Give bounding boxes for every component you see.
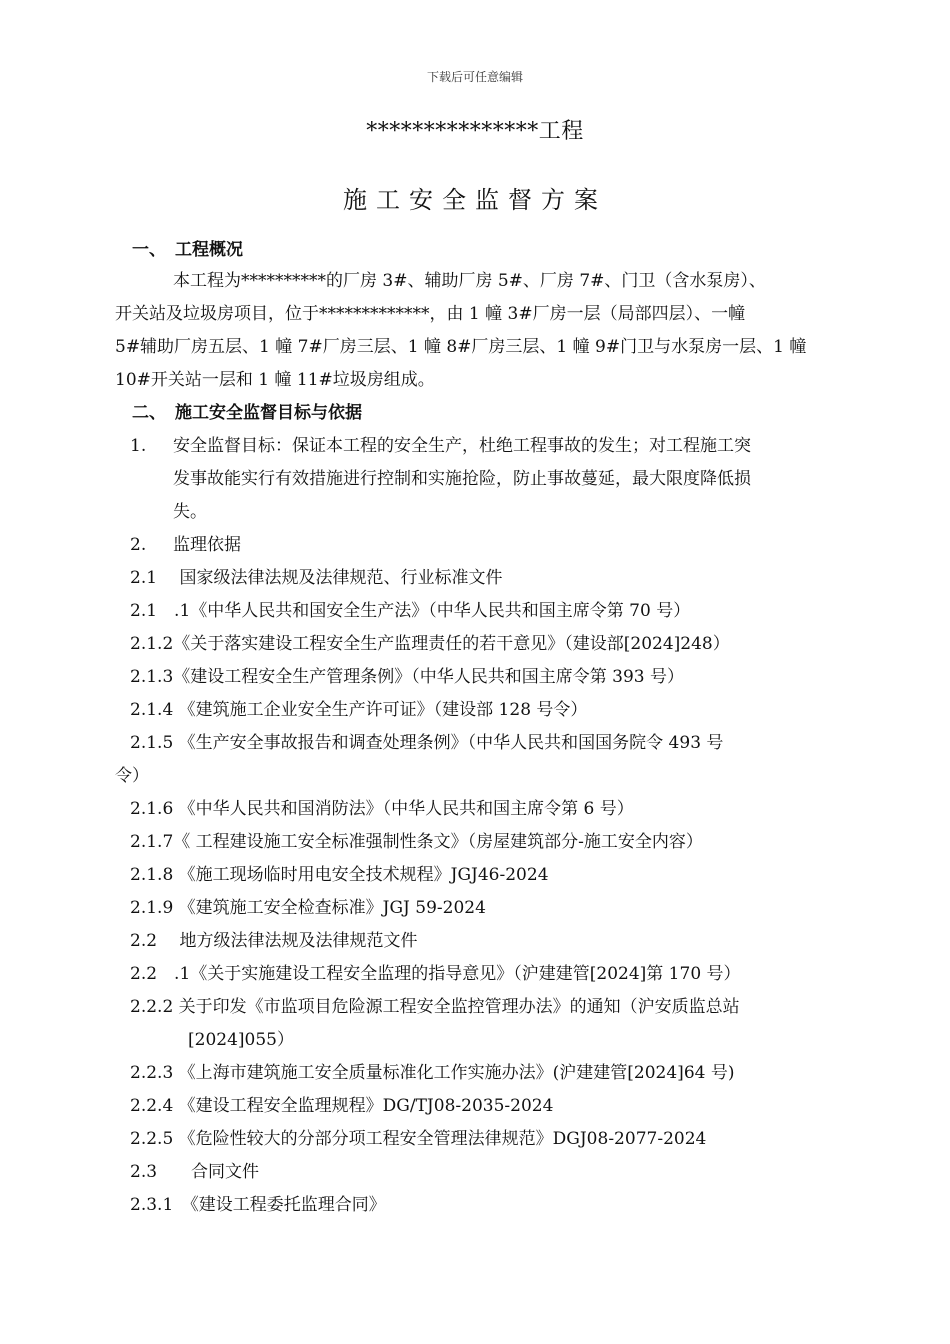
basis-item: 2.1.4 《建筑施工企业安全生产许可证》（建设部 128 号令） [130, 700, 588, 720]
goal-line: 发事故能实行有效措施进行控制和实施抢险，防止事故蔓延，最大限度降低损 [173, 469, 751, 489]
basis-item: 2.1.6 《中华人民共和国消防法》（中华人民共和国主席令第 6 号） [130, 799, 634, 819]
document-subtitle: 施工安全监督方案 [343, 186, 607, 214]
overview-line: 开关站及垃圾房项目，位于*************，由 1 幢 3#厂房一层（局部四层）、一幢 [115, 304, 746, 324]
basis-number: 2. [130, 535, 147, 555]
basis-item: 2.2 .1《关于实施建设工程安全监理的指导意见》（沪建建管[2024]第 170 号） [130, 964, 741, 984]
goal-number: 1. [130, 436, 147, 456]
section-2-number: 二、 [132, 403, 166, 423]
basis-item: 2.1 .1《中华人民共和国安全生产法》（中华人民共和国主席令第 70 号） [130, 601, 691, 621]
basis-item: 2.1.3《建设工程安全生产管理条例》（中华人民共和国主席令第 393 号） [130, 667, 685, 687]
section-1-title: 工程概况 [175, 240, 243, 260]
basis-item: 2.1.2《关于落实建设工程安全生产监理责任的若干意见》（建设部[2024]248） [130, 634, 730, 654]
basis-item: 2.1.8 《施工现场临时用电安全技术规程》JGJ46-2024 [130, 865, 549, 885]
basis-item: 2.2 地方级法律法规及法律规范文件 [130, 931, 418, 951]
goal-line: 安全监督目标：保证本工程的安全生产，杜绝工程事故的发生；对工程施工突 [173, 436, 751, 456]
basis-item: 2.2.2 关于印发《市监项目危险源工程安全监控管理办法》的通知（沪安质监总站 [130, 997, 740, 1017]
goal-line: 失。 [173, 502, 207, 522]
document-title: ***************工程 [366, 119, 584, 144]
page-header: 下载后可任意编辑 [426, 70, 523, 84]
basis-item: 2.3 合同文件 [130, 1162, 260, 1182]
basis-item: 2.1.7《 工程建设施工安全标准强制性条文》（房屋建筑部分-施工安全内容） [130, 832, 703, 852]
basis-item: 2.1.5 《生产安全事故报告和调查处理条例》（中华人民共和国国务院令 493 号 [130, 733, 724, 753]
section-2-title: 施工安全监督目标与依据 [175, 403, 362, 423]
basis-title: 监理依据 [173, 535, 241, 555]
basis-item: 2.2.5 《危险性较大的分部分项工程安全管理法律规范》DGJ08-2077-2024 [130, 1129, 707, 1149]
overview-line: 10#开关站一层和 1 幢 11#垃圾房组成。 [115, 370, 435, 390]
section-1-number: 一、 [132, 240, 166, 260]
basis-item-continued: 令） [115, 766, 149, 786]
basis-item: 2.2.4 《建设工程安全监理规程》DG/TJ08-2035-2024 [130, 1096, 554, 1116]
overview-line: 5#辅助厂房五层、1 幢 7#厂房三层、1 幢 8#厂房三层、1 幢 9#门卫与水泵房一层、1 幢 [115, 337, 807, 357]
basis-item: 2.1.9 《建筑施工安全检查标准》JGJ 59-2024 [130, 898, 486, 918]
basis-item: 2.2.3 《上海市建筑施工安全质量标准化工作实施办法》(沪建建管[2024]64 号) [130, 1063, 735, 1083]
overview-line: 本工程为**********的厂房 3#、辅助厂房 5#、厂房 7#、门卫（含水泵房）、 [173, 271, 766, 291]
basis-item: 2.1 国家级法律法规及法律规范、行业标准文件 [130, 568, 503, 588]
basis-item-continued: [2024]055） [188, 1030, 294, 1050]
basis-item: 2.3.1 《建设工程委托监理合同》 [130, 1195, 386, 1215]
